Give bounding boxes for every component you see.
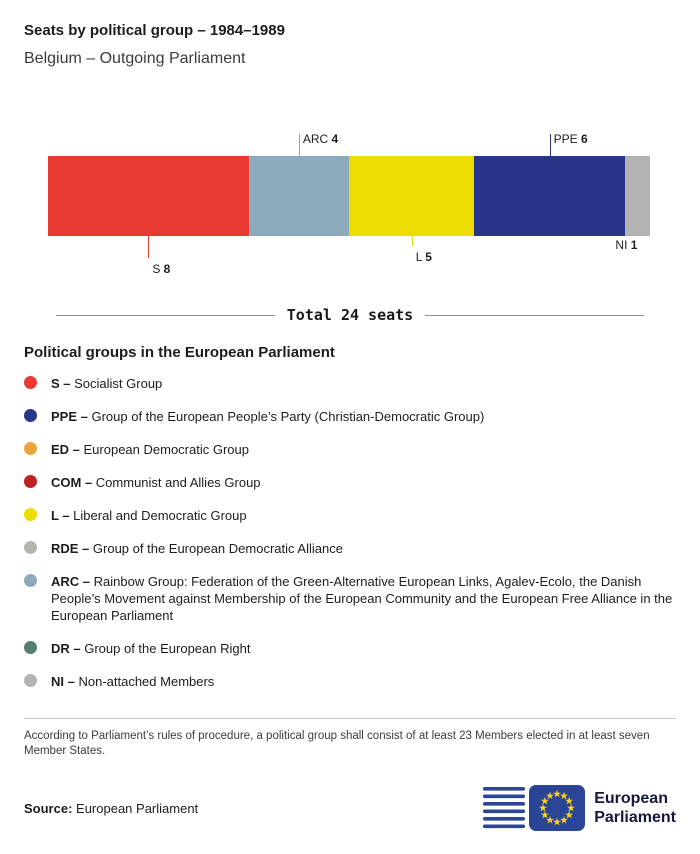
bar-segment-L bbox=[349, 156, 474, 236]
legend-item-NI bbox=[24, 673, 676, 690]
bar-label-NI bbox=[615, 238, 637, 252]
legend-color-dot-L bbox=[24, 508, 37, 521]
page-subtitle: Belgium – Outgoing Parliament bbox=[24, 50, 246, 67]
legend-item-PPE bbox=[24, 408, 676, 425]
bar-segment-S bbox=[48, 156, 249, 236]
bar-label-code: S bbox=[152, 262, 164, 276]
total-seats-row bbox=[56, 306, 644, 324]
bar-label-code: PPE bbox=[553, 132, 582, 146]
footnote: According to Parliament’s rules of procedure, a political group shall consist of at least 23 Members elected in at least seven Member States. bbox=[24, 718, 676, 759]
eu-flag-icon bbox=[483, 785, 585, 831]
legend-item-RDE bbox=[24, 540, 676, 557]
bar-label-seats: 1 bbox=[630, 238, 638, 252]
source-label: Source: bbox=[24, 800, 73, 816]
legend-item-text: RDE – Group of the European Democratic Alliance bbox=[51, 541, 343, 556]
bar-label-code: L bbox=[415, 250, 426, 264]
seats-chart bbox=[48, 126, 650, 276]
bar-label-seats: 5 bbox=[425, 250, 432, 264]
legend-item-text: ARC – Rainbow Group: Federation of the Green-Alternative European Links, Agalev-Ecolo, the Danish People’s Movement against Membership of the European Community and the European Free Alliance in the European Parliament bbox=[51, 574, 673, 623]
source-value: European Parliament bbox=[76, 800, 199, 816]
bar-label-L bbox=[416, 250, 432, 264]
callout-tick-ARC bbox=[299, 134, 300, 156]
legend-item-S bbox=[24, 375, 676, 392]
callout-tick-PPE bbox=[550, 134, 551, 156]
stacked-bar bbox=[48, 156, 650, 236]
bar-label-PPE bbox=[554, 132, 588, 146]
source-line bbox=[24, 801, 198, 816]
legend-item-text: S – Socialist Group bbox=[51, 376, 163, 391]
legend-item-COM bbox=[24, 474, 676, 491]
legend-item-ED bbox=[24, 441, 676, 458]
flag-stripes bbox=[483, 787, 525, 828]
legend-item-text: DR – Group of the European Right bbox=[51, 641, 251, 656]
divider-line-right bbox=[425, 315, 644, 316]
bar-label-seats: 6 bbox=[581, 132, 588, 146]
legend-color-dot-PPE bbox=[24, 409, 37, 422]
legend-color-dot-S bbox=[24, 376, 37, 389]
logo-line-2: Parliament bbox=[594, 809, 676, 826]
legend-color-dot-RDE bbox=[24, 541, 37, 554]
legend-color-dot-COM bbox=[24, 475, 37, 488]
legend-list bbox=[24, 375, 676, 690]
legend-color-dot-DR bbox=[24, 641, 37, 654]
bar-label-seats: 8 bbox=[163, 262, 171, 276]
legend-item-text: PPE – Group of the European People’s Party (Christian-Democratic Group) bbox=[51, 409, 485, 424]
legend-item-text: L – Liberal and Democratic Group bbox=[51, 508, 247, 523]
legend-item-L bbox=[24, 507, 676, 524]
bar-label-code: ARC bbox=[302, 132, 332, 146]
legend-item-text: NI – Non-attached Members bbox=[51, 674, 215, 689]
bar-label-ARC bbox=[303, 132, 338, 146]
legend-item-text: COM – Communist and Allies Group bbox=[51, 475, 261, 490]
legend-item-text: ED – European Democratic Group bbox=[51, 442, 249, 457]
logo-line-1: European bbox=[594, 790, 668, 807]
legend-heading: Political groups in the European Parliament bbox=[24, 344, 335, 361]
callout-tick-S bbox=[148, 236, 149, 258]
bar-segment-PPE bbox=[474, 156, 625, 236]
divider-line-left bbox=[56, 315, 275, 316]
bar-label-seats: 4 bbox=[331, 132, 339, 146]
callout-tick-L bbox=[412, 236, 413, 246]
logo-wordmark bbox=[594, 789, 676, 827]
bar-label-code: NI bbox=[615, 238, 631, 252]
bar-segment-NI bbox=[625, 156, 650, 236]
legend-color-dot-ED bbox=[24, 442, 37, 455]
footer bbox=[24, 785, 676, 831]
legend-color-dot-NI bbox=[24, 674, 37, 687]
page-title: Seats by political group – 1984–1989 bbox=[24, 22, 285, 39]
legend-item-ARC bbox=[24, 573, 676, 624]
legend-item-DR bbox=[24, 640, 676, 657]
bar-label-S bbox=[152, 262, 170, 276]
total-seats-label: Total 24 seats bbox=[286, 306, 414, 324]
bar-segment-ARC bbox=[249, 156, 349, 236]
legend-color-dot-ARC bbox=[24, 574, 37, 587]
european-parliament-logo bbox=[483, 785, 676, 831]
